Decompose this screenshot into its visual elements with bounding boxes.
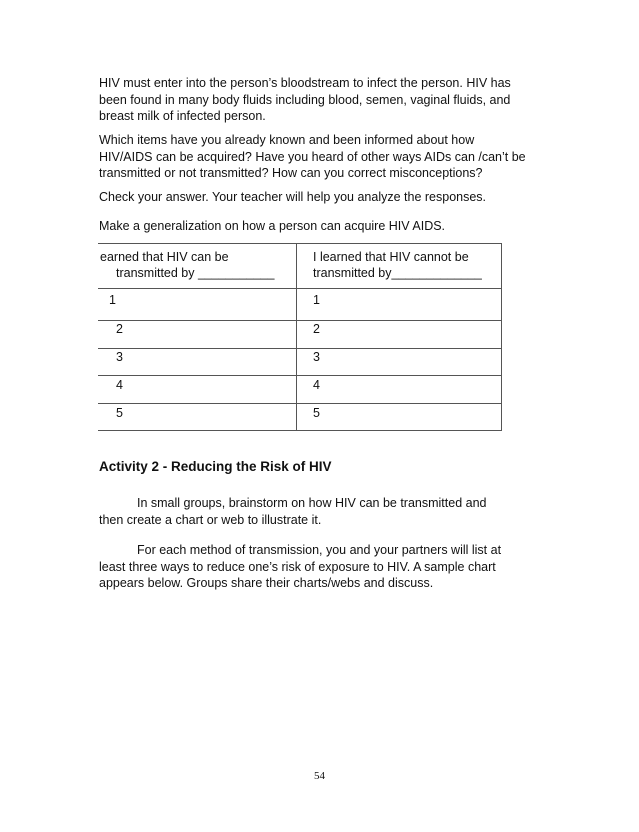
paragraph-check-answer: Check your answer. Your teacher will help you analyze the responses.	[99, 190, 487, 204]
generalization-table	[98, 243, 502, 431]
table-row-left-number: 1	[109, 293, 116, 307]
table-row-left-number: 4	[116, 378, 123, 392]
table-row-left-number: 3	[116, 350, 123, 364]
table-row-right-number: 5	[313, 406, 320, 420]
page-number: 54	[314, 770, 325, 782]
table-row-right-number: 3	[313, 350, 320, 364]
left-header-line2: transmitted by ___________	[116, 266, 275, 280]
activity-paragraph-1: In small groups, brainstorm on how HIV can be transmitted and then create a chart or web to illustrate it.	[99, 496, 487, 527]
table-row-left-number: 5	[116, 406, 123, 420]
paragraph-generalization: Make a generalization on how a person can acquire HIV AIDS.	[99, 219, 446, 233]
table-row-right-number: 1	[313, 293, 320, 307]
paragraph-questions: Which items have you already known and been informed about how HIV/AIDS can be acquired? Have you heard of other ways AIDs can /can’t be transmitted or not transmitted? How can you correct misconceptions?	[99, 133, 526, 180]
right-header-line1: I learned that HIV cannot be	[313, 250, 469, 264]
paragraph-hiv-bloodstream: HIV must enter into the person’s bloodstream to infect the person. HIV has been found in many body fluids including blood, semen, vaginal fluids, and breast milk of infected person.	[99, 76, 511, 123]
table-row-right-number: 4	[313, 378, 320, 392]
table-row-right-number: 2	[313, 322, 320, 336]
activity-heading: Activity 2 - Reducing the Risk of HIV	[99, 459, 332, 474]
right-header-line2: transmitted by_____________	[313, 266, 482, 280]
activity-paragraph-2: For each method of transmission, you and your partners will list at least three ways to reduce one’s risk of exposure to HIV. A sample chart appears below. Groups share their charts/webs and discuss.	[99, 543, 502, 590]
left-header-line1: earned that HIV can be	[100, 250, 229, 264]
table-row-left-number: 2	[116, 322, 123, 336]
